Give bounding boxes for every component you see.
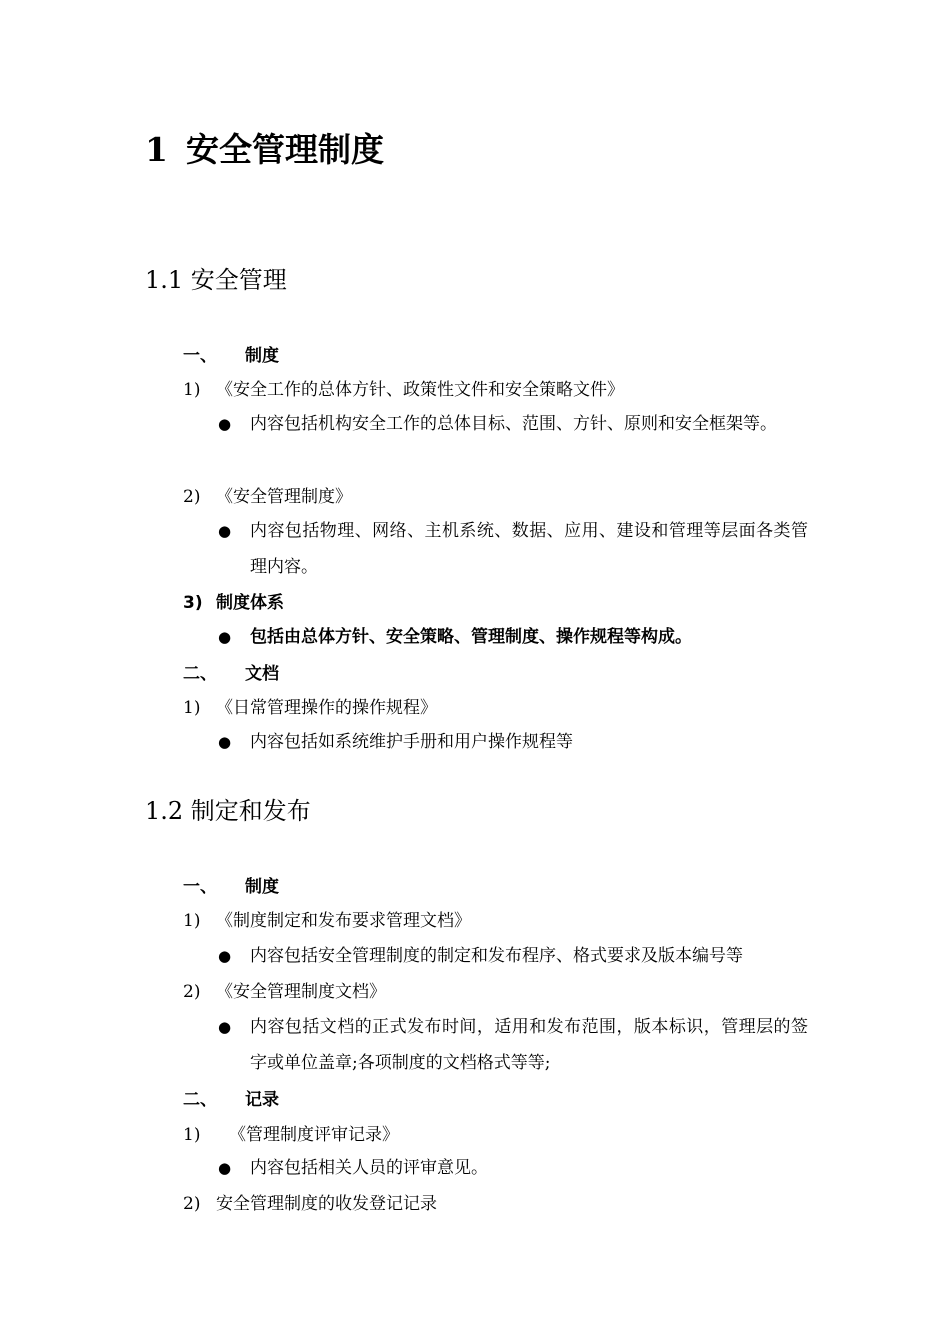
section-heading-1-1: 1.1 安全管理 <box>145 266 287 294</box>
subsection-marker: 一、 <box>183 877 217 897</box>
bullet-item <box>218 513 808 585</box>
bullet-icon: ● <box>218 1018 232 1036</box>
bullet-text: 内容包括物理、网络、主机系统、数据、应用、建设和管理等层面各类管理内容。 <box>250 521 808 577</box>
subsection-label: 文档 <box>245 664 279 684</box>
subsection-marker: 一、 <box>183 346 217 366</box>
bullet-text: 内容包括相关人员的评审意见。 <box>250 1158 488 1178</box>
subsection-label: 制度 <box>245 877 279 897</box>
bullet-icon: ● <box>218 733 232 751</box>
bullet-item <box>218 938 808 974</box>
bullet-text: 内容包括如系统维护手册和用户操作规程等 <box>250 732 573 752</box>
item-text: 《安全管理制度》 <box>216 487 352 507</box>
subsection-marker: 二、 <box>183 1090 217 1110</box>
bullet-item <box>218 406 808 442</box>
item-text: 制度体系 <box>216 593 284 613</box>
list-item <box>183 378 624 402</box>
bullet-icon: ● <box>218 1159 232 1177</box>
item-text: 《安全工作的总体方针、政策性文件和安全策略文件》 <box>216 380 624 400</box>
list-item <box>183 696 437 720</box>
title-number: 1 <box>145 130 168 169</box>
document-title <box>145 128 384 172</box>
bullet-item <box>218 619 808 655</box>
bullet-icon: ● <box>218 947 232 965</box>
subsection-marker: 二、 <box>183 664 217 684</box>
subsection-label: 制度 <box>245 346 279 366</box>
bullet-item <box>218 1009 808 1081</box>
item-text-rest: 管理操作的操作规程》 <box>267 698 437 718</box>
item-text: 《管理制度评审记录》 <box>229 1125 399 1145</box>
bullet-icon: ● <box>218 628 232 646</box>
subsection-heading-records <box>183 1088 279 1112</box>
list-item <box>183 909 471 933</box>
item-text: 《安全管理制度文档》 <box>216 982 386 1002</box>
bullet-item <box>218 1150 808 1186</box>
item-text: 《制度制定和发布要求管理文档》 <box>216 911 471 931</box>
item-number: 2) <box>183 1194 201 1214</box>
bullet-icon: ● <box>218 522 232 540</box>
bullet-text: 内容包括文档的正式发布时间，适用和发布范围，版本标识，管理层的签字或单位盖章;各项制度的文档格式等等; <box>250 1017 808 1073</box>
bullet-text: 内容包括机构安全工作的总体目标、范围、方针、原则和安全框架等。 <box>250 414 777 434</box>
item-number: 2) <box>183 487 201 507</box>
list-item <box>183 591 284 615</box>
item-text-prefix: 《 <box>216 698 233 718</box>
item-number: 2) <box>183 982 201 1002</box>
subsection-heading-documents <box>183 662 279 686</box>
list-item <box>183 1123 399 1147</box>
item-number: 1) <box>183 380 201 400</box>
list-item <box>183 980 386 1004</box>
bullet-item <box>218 724 808 760</box>
list-item <box>183 485 352 509</box>
item-number: 1) <box>183 698 201 718</box>
subsection-label: 记录 <box>245 1090 279 1110</box>
title-text: 安全管理制度 <box>185 130 384 169</box>
subsection-heading-policy <box>183 875 279 899</box>
item-number: 1) <box>183 911 201 931</box>
item-number: 1) <box>183 1125 201 1145</box>
item-text: 安全管理制度的收发登记记录 <box>216 1194 437 1214</box>
bullet-text: 内容包括安全管理制度的制定和发布程序、格式要求及版本编号等 <box>250 946 743 966</box>
item-text-emphasis: 日常 <box>233 698 267 718</box>
section-heading-1-2: 1.2 制定和发布 <box>145 797 311 825</box>
list-item <box>183 1192 437 1216</box>
bullet-icon: ● <box>218 415 232 433</box>
bullet-text: 包括由总体方针、安全策略、管理制度、操作规程等构成。 <box>250 627 692 647</box>
item-number: 3) <box>183 593 203 613</box>
subsection-heading-policy <box>183 344 279 368</box>
